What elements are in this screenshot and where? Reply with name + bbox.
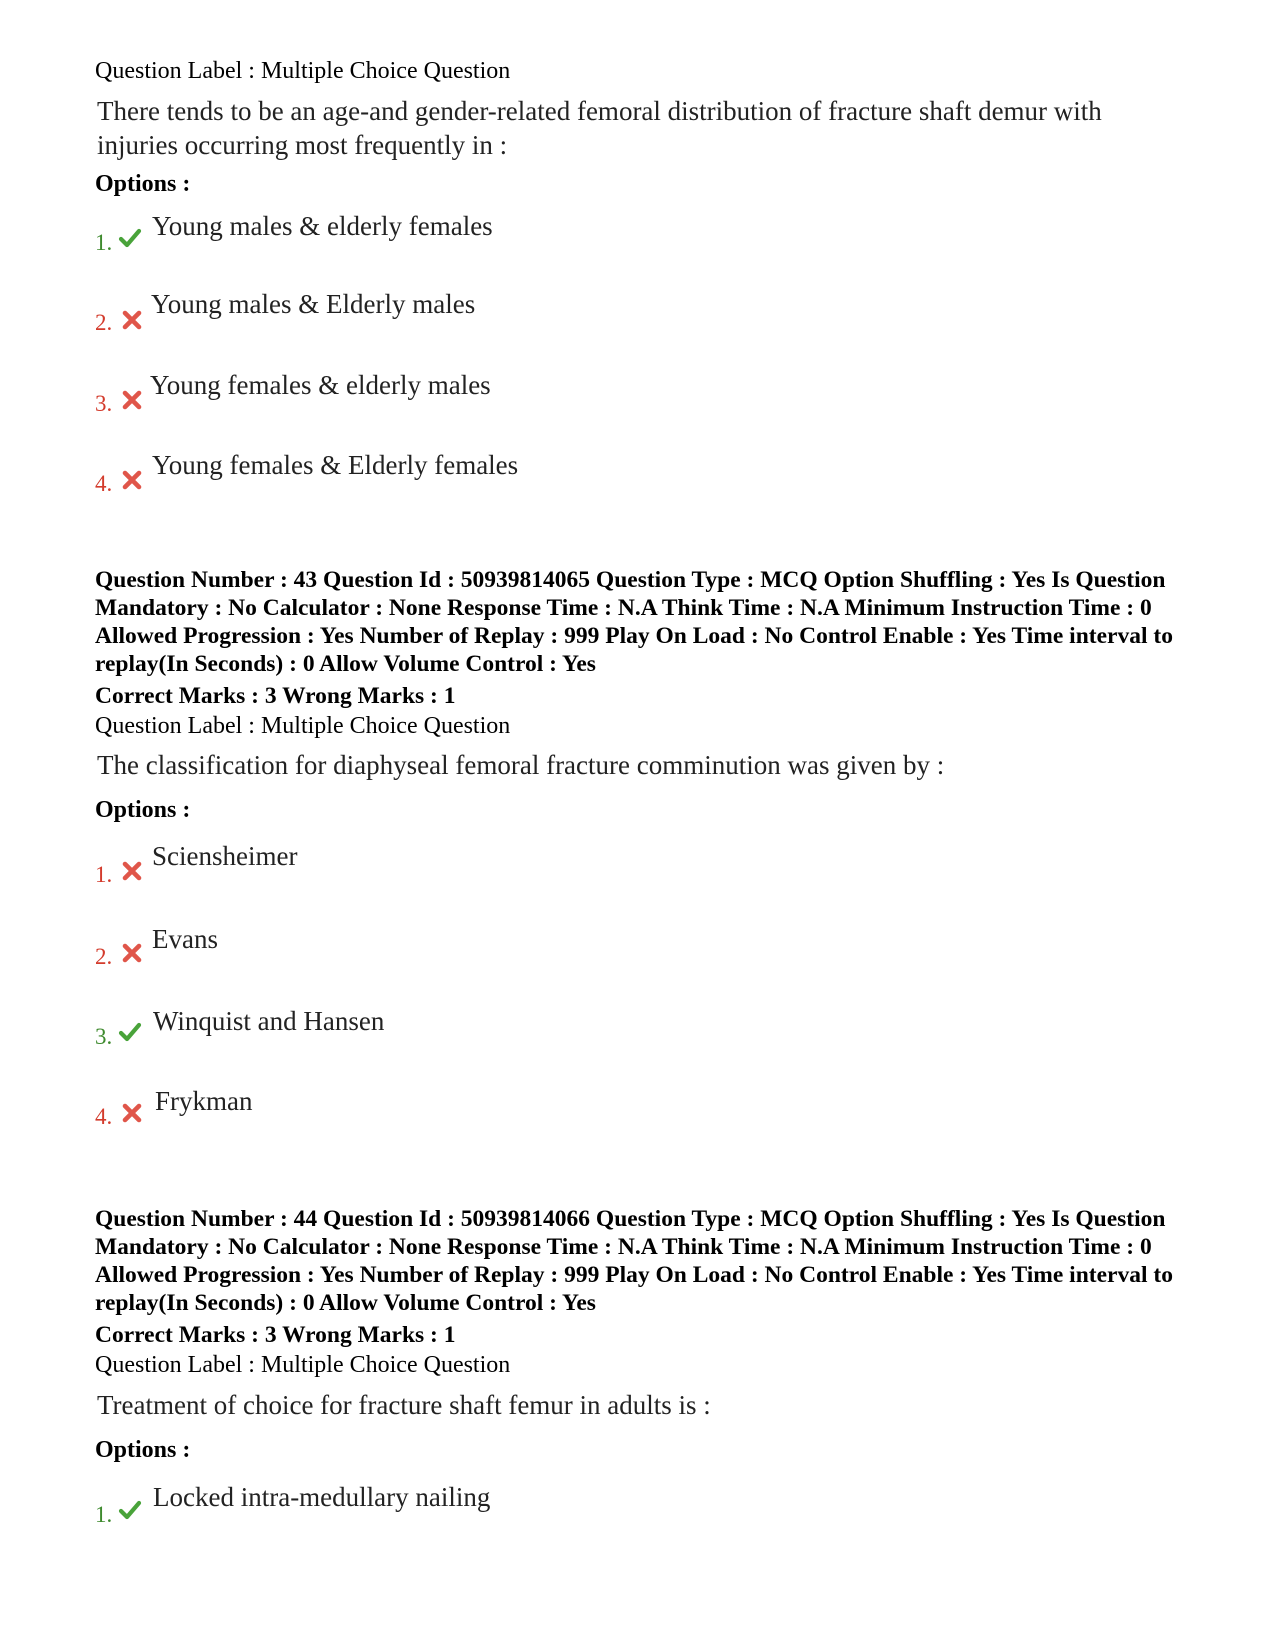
cross-icon xyxy=(120,468,144,492)
question-meta: Question Number : 44 Question Id : 50939814066 Question Type : MCQ Option Shuffling : Yes Is Question Mandatory : No Calculator : None Response Time : N.A Think Time : N.A Minimum Instruction Time : 0 Allowed Progression : Yes Number of Replay : 999 Play On Load : No Control Enable : Yes Time interval to replay(In Seconds) : 0 Allow Volume Control : Yes xyxy=(95,1206,1173,1316)
options-heading: Options : xyxy=(95,1437,191,1463)
option-number: 2. xyxy=(95,310,113,335)
option-text: Locked intra-medullary nailing xyxy=(153,1482,491,1512)
option-number: 4. xyxy=(95,471,113,496)
question-label: Question Label : Multiple Choice Question xyxy=(95,1352,511,1378)
options-heading: Options : xyxy=(95,171,191,197)
option-text: Evans xyxy=(152,924,218,954)
question-meta: Question Number : 43 Question Id : 50939814065 Question Type : MCQ Option Shuffling : Yes Is Question Mandatory : No Calculator : None Response Time : N.A Think Time : N.A Minimum Instruction Time : 0 Allowed Progression : Yes Number of Replay : 999 Play On Load : No Control Enable : Yes Time interval to replay(In Seconds) : 0 Allow Volume Control : Yes xyxy=(95,567,1173,677)
option-text: Frykman xyxy=(155,1086,253,1116)
option-number: 1. xyxy=(95,230,113,255)
option-number: 1. xyxy=(95,862,113,887)
check-icon xyxy=(118,1498,142,1522)
question-marks: Correct Marks : 3 Wrong Marks : 1 xyxy=(95,683,456,709)
option-text: Sciensheimer xyxy=(152,841,298,871)
option-text: Winquist and Hansen xyxy=(153,1006,385,1036)
question-label: Question Label : Multiple Choice Question xyxy=(95,713,511,739)
cross-icon xyxy=(120,941,144,965)
option-number: 2. xyxy=(95,944,113,969)
question-marks: Correct Marks : 3 Wrong Marks : 1 xyxy=(95,1322,456,1348)
cross-icon xyxy=(120,388,144,412)
check-icon xyxy=(118,1020,142,1044)
option-text: Young females & elderly males xyxy=(150,370,491,400)
check-icon xyxy=(118,226,142,250)
question-text: The classification for diaphyseal femoral fracture comminution was given by : xyxy=(97,750,945,780)
options-heading: Options : xyxy=(95,797,191,823)
option-text: Young females & Elderly females xyxy=(152,450,519,480)
option-text: Young males & Elderly males xyxy=(151,289,476,319)
cross-icon xyxy=(120,1101,144,1125)
question-text: There tends to be an age-and gender-related femoral distribution of fracture shaft demur with injuries occurring most frequently in : xyxy=(97,96,1102,160)
option-text: Young males & elderly females xyxy=(152,211,493,241)
option-number: 3. xyxy=(95,1024,113,1049)
cross-icon xyxy=(120,308,144,332)
option-number: 3. xyxy=(95,391,113,416)
option-number: 1. xyxy=(95,1502,113,1527)
cross-icon xyxy=(120,859,144,883)
question-label: Question Label : Multiple Choice Question xyxy=(95,58,511,84)
question-text: Treatment of choice for fracture shaft femur in adults is : xyxy=(97,1390,711,1420)
option-number: 4. xyxy=(95,1104,113,1129)
